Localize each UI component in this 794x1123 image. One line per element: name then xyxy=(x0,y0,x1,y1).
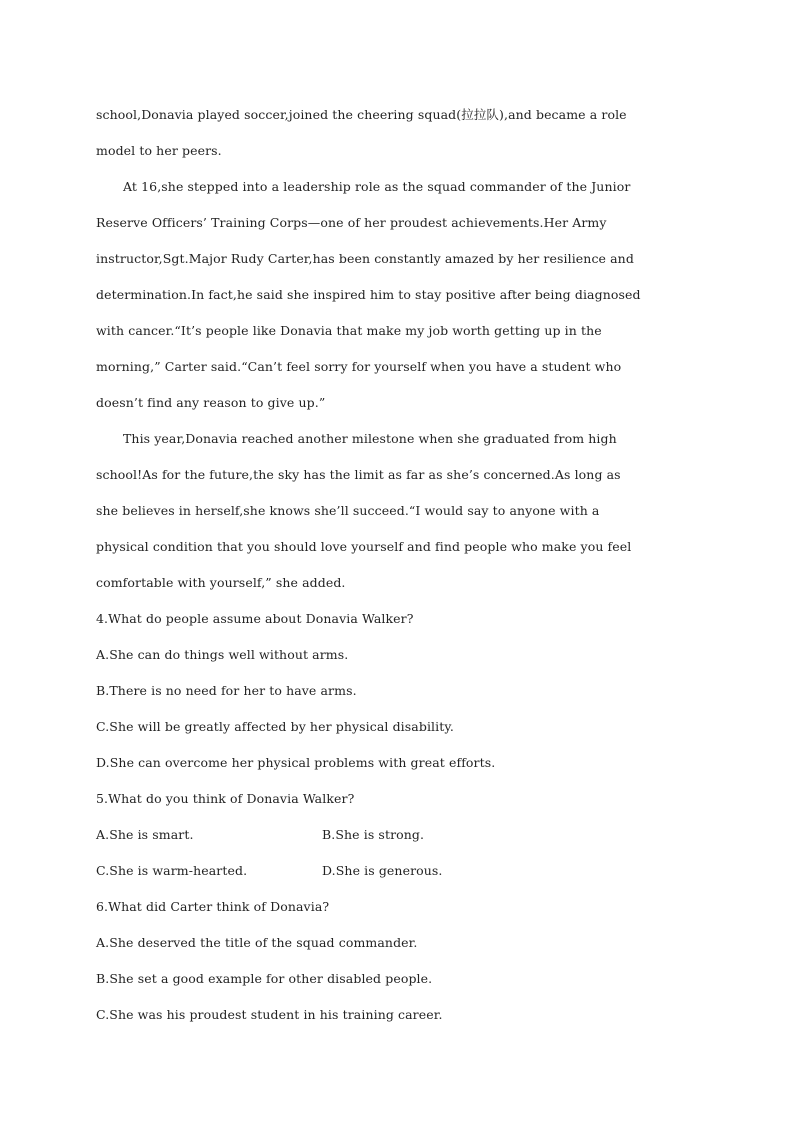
passage-p3-line-1: This year,Donavia reached another milestone when she graduated from high xyxy=(123,431,617,446)
passage-p3-line-2: school!As for the future,the sky has the limit as far as she’s concerned.As long as xyxy=(96,467,621,482)
passage-p2-line-4: determination.In fact,he said she inspired him to stay positive after being diagnosed xyxy=(96,287,641,302)
question-6-stem: 6.What did Carter think of Donavia? xyxy=(96,899,330,914)
passage-p2-line-1: At 16,she stepped into a leadership role as the squad commander of the Junior xyxy=(123,179,631,194)
passage-p2-line-3: instructor,Sgt.Major Rudy Carter,has been constantly amazed by her resilience and xyxy=(96,251,634,266)
question-4-option-d: D.She can overcome her physical problems with great efforts. xyxy=(96,755,496,770)
question-4-option-a: A.She can do things well without arms. xyxy=(96,647,349,662)
passage-p2-line-7: doesn’t find any reason to give up.” xyxy=(96,395,326,410)
passage-p1-line-1: school,Donavia played soccer,joined the cheering squad(拉拉队),and became a role xyxy=(96,107,627,122)
passage-p1-line-2: model to her peers. xyxy=(96,143,222,158)
passage-p2-line-5: with cancer.“It’s people like Donavia that make my job worth getting up in the xyxy=(96,323,602,338)
question-5-stem: 5.What do you think of Donavia Walker? xyxy=(96,791,355,806)
question-6-option-c: C.She was his proudest student in his training career. xyxy=(96,1007,443,1022)
passage-p2-line-6: morning,” Carter said.“Can’t feel sorry for yourself when you have a student who xyxy=(96,359,622,374)
question-5-option-d: D.She is generous. xyxy=(322,863,443,878)
question-6-option-a: A.She deserved the title of the squad commander. xyxy=(96,935,418,950)
question-4-option-b: B.There is no need for her to have arms. xyxy=(96,683,357,698)
question-4-stem: 4.What do people assume about Donavia Walker? xyxy=(96,611,414,626)
passage-p2-line-2: Reserve Officers’ Training Corps—one of her proudest achievements.Her Army xyxy=(96,215,607,230)
question-6-option-b: B.She set a good example for other disabled people. xyxy=(96,971,433,986)
question-5-option-b: B.She is strong. xyxy=(322,827,425,842)
question-4-option-c: C.She will be greatly affected by her physical disability. xyxy=(96,719,454,734)
passage-p3-line-3: she believes in herself,she knows she’ll succeed.“I would say to anyone with a xyxy=(96,503,600,518)
passage-p3-line-4: physical condition that you should love yourself and find people who make you feel xyxy=(96,539,632,554)
question-5-option-c: C.She is warm-hearted. xyxy=(96,863,248,878)
passage-p3-line-5: comfortable with yourself,” she added. xyxy=(96,575,346,590)
question-5-option-a: A.She is smart. xyxy=(96,827,194,842)
